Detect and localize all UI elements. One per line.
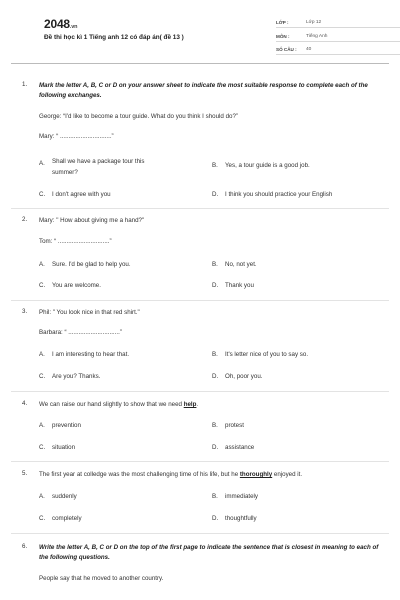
q4-option-a[interactable] [39, 422, 81, 429]
option-text: completely [52, 515, 82, 522]
q4-option-c[interactable] [39, 444, 75, 451]
q2-option-c[interactable] [39, 282, 101, 289]
q3-option-d[interactable] [212, 373, 263, 380]
page-title: Đề thi học kì 1 Tiếng anh 12 có đáp án( đề 13 ) [44, 34, 184, 41]
question-instruction: Mark the letter A, B, C or D on your answer sheet to indicate the most suitable response to complete each of the following exchanges. [39, 82, 368, 99]
meta-subject-row [276, 30, 400, 42]
question-number: 5. [22, 470, 28, 477]
meta-class-label: LỚP : [276, 20, 289, 25]
q4-option-b[interactable] [212, 422, 244, 429]
option-text: No, not yet. [225, 261, 257, 268]
option-letter: B. [212, 162, 218, 169]
meta-subject-value: Tiếng Anh [306, 33, 328, 39]
q1-option-a[interactable] [39, 156, 145, 178]
option-letter: D. [212, 444, 219, 451]
question-separator [11, 300, 389, 301]
q5-option-d[interactable] [212, 515, 257, 522]
option-letter: A. [39, 422, 45, 429]
option-text: Are you? Thanks. [52, 373, 101, 380]
option-letter: C. [39, 282, 46, 289]
option-text: I think you should practice your English [225, 191, 333, 198]
question-separator [11, 461, 389, 462]
option-letter: D. [212, 373, 219, 380]
question-separator [11, 208, 389, 209]
question-instruction: Write the letter A, B, C or D on the top of the first page to indicate the sentence that is closest in meaning to each of the following questions. [39, 544, 379, 561]
site-logo[interactable]: 2048.vn [44, 17, 78, 31]
option-letter: B. [212, 422, 218, 429]
q3-option-b[interactable] [212, 351, 308, 358]
question-number: 3. [22, 308, 28, 315]
option-letter: A. [39, 493, 45, 500]
option-text: suddenly [52, 493, 77, 500]
q4-option-d[interactable] [212, 444, 254, 451]
q1-option-d[interactable] [212, 191, 332, 198]
question-prompt: Phil: " You look nice in that red shirt." [39, 309, 140, 316]
q2-option-a[interactable] [39, 261, 131, 268]
question-number: 1. [22, 81, 28, 88]
option-letter: C. [39, 515, 46, 522]
option-text: Sure. I'd be glad to help you. [52, 261, 131, 268]
option-text: Shall we have a package tour this summer? [52, 158, 145, 176]
option-text: Thank you [225, 282, 254, 289]
option-letter: B. [212, 261, 218, 268]
option-text: immediately [225, 493, 259, 500]
meta-count-label: SỐ CÂU : [276, 47, 297, 52]
meta-count-value: 40 [306, 47, 312, 52]
question-prompt: Mary: " How about giving me a hand?" [39, 217, 145, 224]
q1-option-b[interactable] [212, 162, 310, 169]
option-text: Oh, poor you. [225, 373, 263, 380]
meta-class-row [276, 16, 400, 28]
q3-option-a[interactable] [39, 351, 129, 358]
option-text: Yes, a tour guide is a good job. [225, 162, 310, 169]
q6-prompt: People say that he moved to another country. [39, 575, 164, 582]
option-text: assistance [225, 444, 255, 451]
q1-prompt: George: “I'd like to become a tour guide. What do you think I should do?” [39, 113, 238, 120]
option-text: I don't agree with you [52, 191, 111, 198]
option-text: It's letter nice of you to say so. [225, 351, 309, 358]
option-letter: C. [39, 373, 46, 380]
option-letter: C. [39, 444, 46, 451]
option-letter: A. [39, 261, 45, 268]
header-divider [11, 63, 389, 64]
option-text: I am interesting to hear that. [52, 351, 130, 358]
option-letter: D. [212, 282, 219, 289]
option-letter: B. [212, 351, 218, 358]
option-text: protest [225, 422, 244, 429]
question-separator [11, 533, 389, 534]
exam-meta [276, 16, 400, 57]
page-header [22, 0, 381, 58]
q5-option-b[interactable] [212, 493, 258, 500]
meta-subject-label: MÔN : [276, 33, 290, 39]
q5-option-c[interactable] [39, 515, 82, 522]
question-separator [11, 391, 389, 392]
question-prompt: We can raise our hand slightly to show that we need help. [39, 401, 199, 408]
q1-blank: Mary: “ ..............................” [39, 133, 114, 140]
question-number: 6. [22, 543, 28, 550]
q3-option-c[interactable] [39, 373, 100, 380]
meta-class-value: Lớp 12 [306, 20, 322, 25]
q2-option-b[interactable] [212, 261, 257, 268]
question-number: 2. [22, 216, 28, 223]
q1-option-c[interactable] [39, 191, 111, 198]
option-letter: C. [39, 191, 46, 198]
q3-blank: Barbara: “ ..............................” [39, 329, 122, 336]
keyword: thoroughly [239, 471, 273, 478]
option-letter: D. [212, 515, 219, 522]
option-text: thoughtfully [225, 515, 257, 522]
option-letter: B. [212, 493, 218, 500]
q2-option-d[interactable] [212, 282, 254, 289]
option-letter: A. [39, 160, 45, 167]
option-text: prevention [52, 422, 81, 429]
meta-count-row [276, 43, 400, 55]
question-prompt: The first year at colledge was the most challenging time of his life, but he thoroughly enjoyed it. [39, 471, 303, 478]
option-letter: D. [212, 191, 219, 198]
option-text: situation [52, 444, 76, 451]
keyword: help [183, 401, 197, 408]
option-text: You are welcome. [52, 282, 101, 289]
q2-blank: Tom: “ ..............................” [39, 238, 112, 245]
q5-option-a[interactable] [39, 493, 77, 500]
option-letter: A. [39, 351, 45, 358]
question-number: 4. [22, 400, 28, 407]
